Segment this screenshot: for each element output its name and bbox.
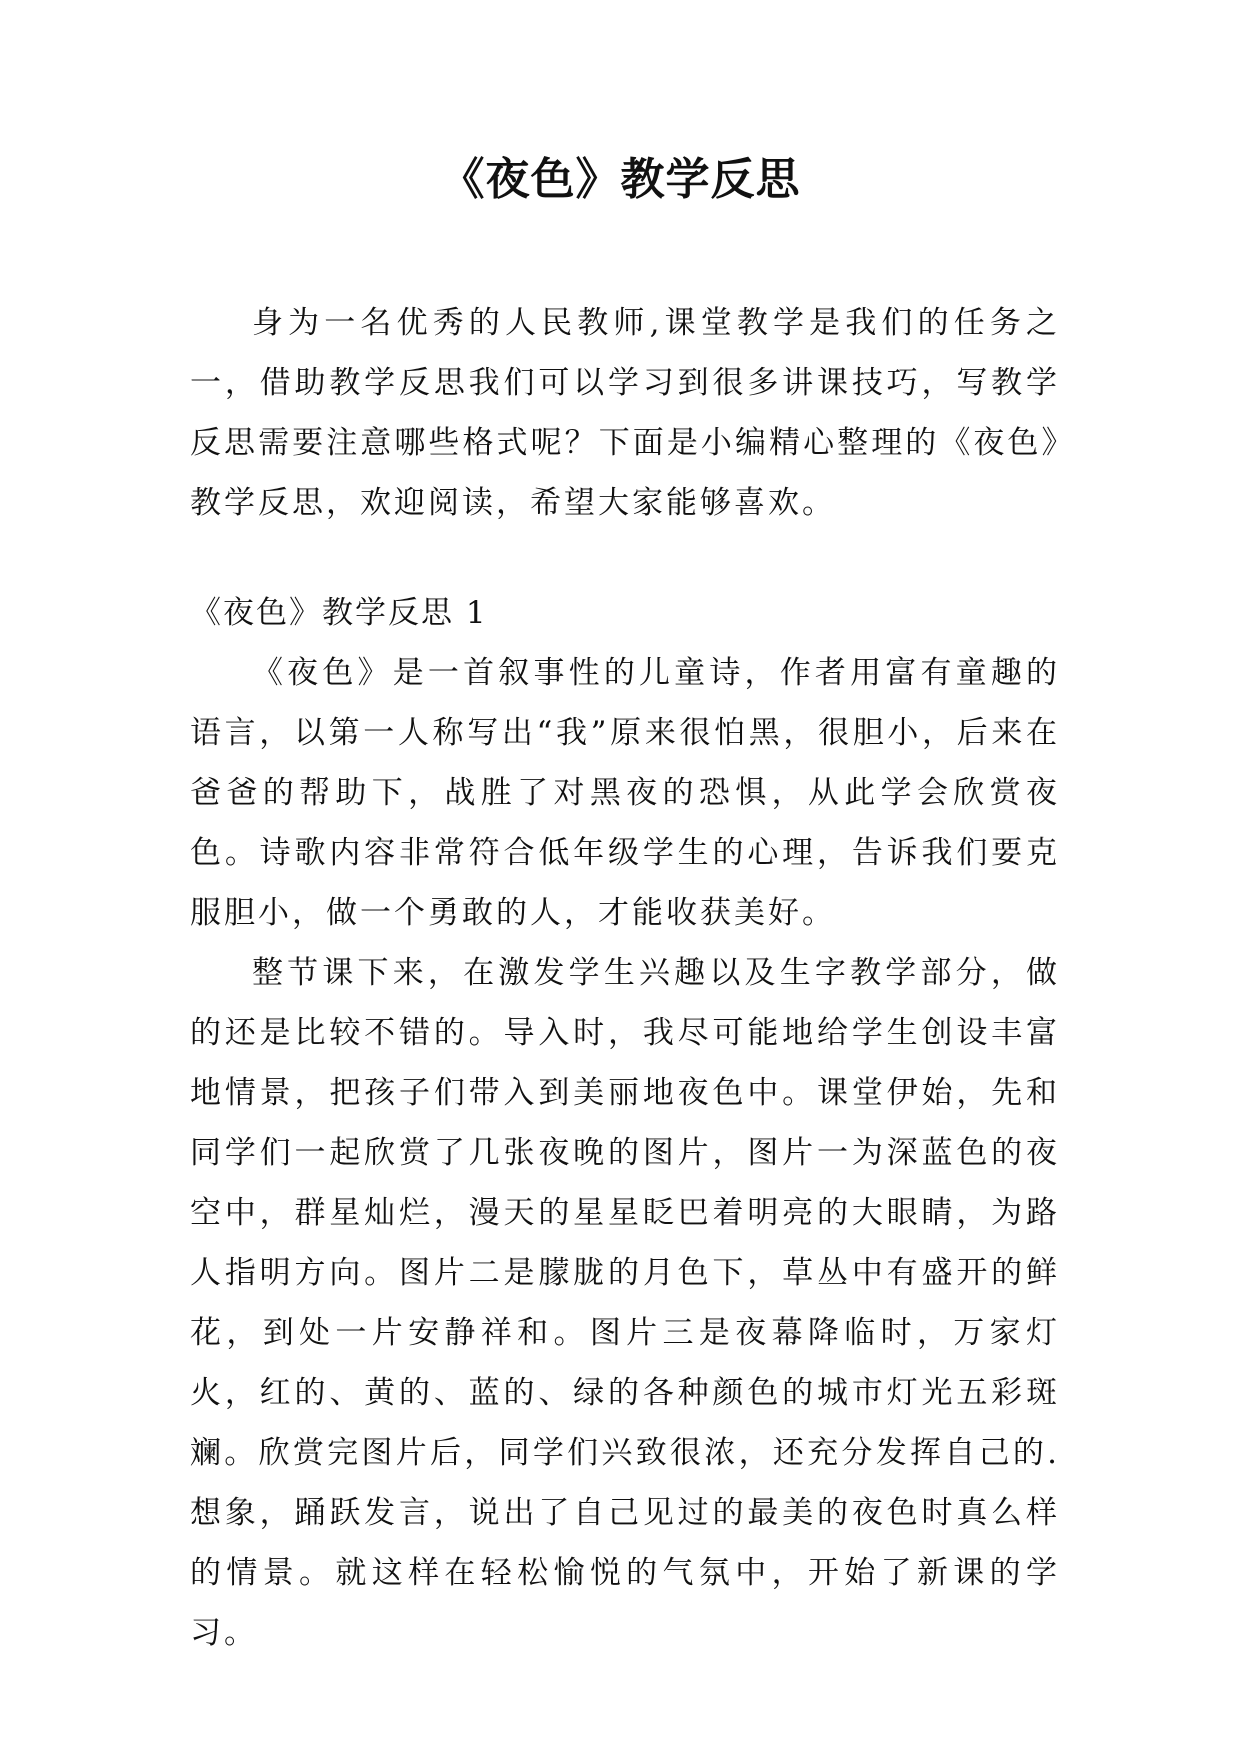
intro-paragraph: 身为一名优秀的人民教师,课堂教学是我们的任务之一，借助教学反思我们可以学习到很多讲课技巧，写教学反思需要注意哪些格式呢？下面是小编精心整理的《夜色》教学反思，欢迎阅读，希望大家能够喜欢。 [190,305,1060,521]
section-heading: 《夜色》教学反思 1 [190,595,488,631]
section-paragraph: 整节课下来，在激发学生兴趣以及生字教学部分，做的还是比较不错的。导入时，我尽可能地给学生创设丰富地情景，把孩子们带入到美丽地夜色中。课堂伊始，先和同学们一起欣赏了几张夜晚的图片，图片一为深蓝色的夜空中，群星灿烂，漫天的星星眨巴着明亮的大眼睛，为路人指明方向。图片二是朦胧的月色下，草丛中有盛开的鲜花，到处一片安静祥和。图片三是夜幕降临时，万家灯火，红的、黄的、蓝的、绿的各种颜色的城市灯光五彩斑斓。欣赏完图片后，同学们兴致很浓，还充分发挥自己的.想象，踊跃发言，说出了自己见过的最美的夜色时真么样的情景。就这样在轻松愉悦的气氛中，开始了新课的学习。 [190,955,1060,1651]
section-body [190,643,1060,1663]
intro-section [190,293,1060,533]
section-paragraph: 《夜色》是一首叙事性的儿童诗，作者用富有童趣的语言，以第一人称写出“我”原来很怕黑，很胆小，后来在爸爸的帮助下，战胜了对黑夜的恐惧，从此学会欣赏夜色。诗歌内容非常符合低年级学生的心理，告诉我们要克服胆小，做一个勇敢的人，才能收获美好。 [190,655,1060,931]
document-title: 《夜色》教学反思 [440,154,801,205]
